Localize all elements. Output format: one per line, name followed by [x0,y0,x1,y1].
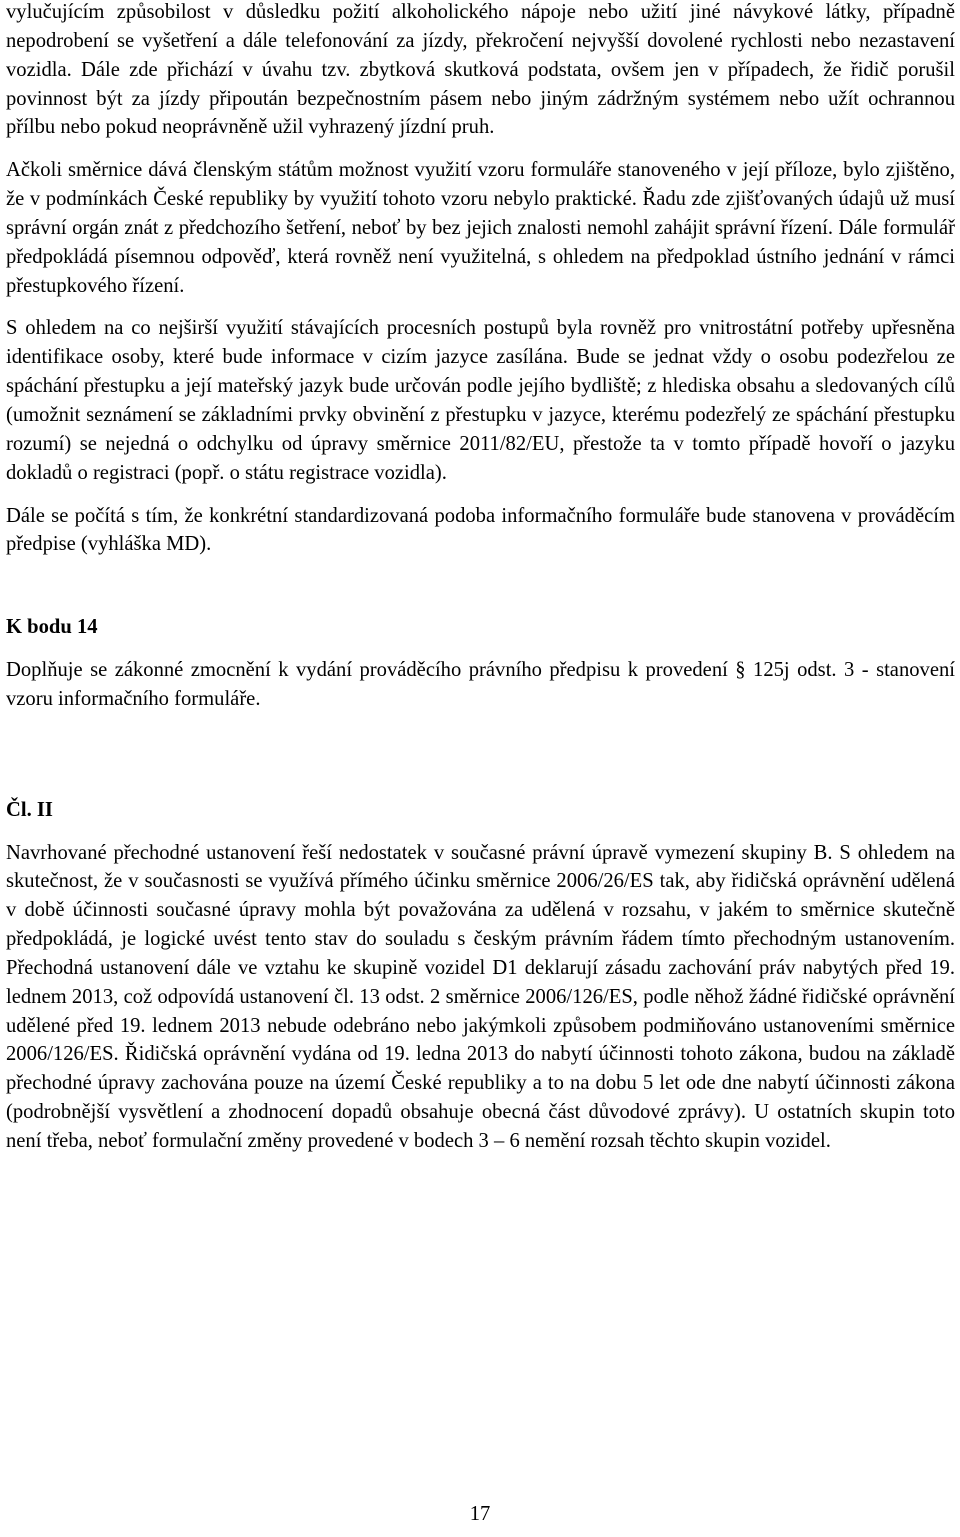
document-page [6,0,955,1156]
heading-point-14: K bodu 14 [6,616,98,639]
paragraph-intro-continuation: vylučujícím způsobilost v důsledku požití alkoholického nápoje nebo užití jiné návykové látky, případně nepodrobení se vyšetření a dále telefonování za jízdy, překročení nejvyšší dovolené rychlosti nebo nezastavení vozidla. Dále zde přichází v úvahu tzv. zbytková skutková podstata, ovšem jen v případech, že řidič porušil povinnost být za jízdy připoután bezpečnostním pásem nebo jiným zádržným systémem nebo užít ochrannou přílbu nebo pokud neoprávněně užil vyhrazený jízdní pruh. [6,1,955,139]
heading-article-2: Čl. II [6,798,53,821]
page-number: 17 [469,1503,491,1525]
paragraph-point-14: Doplňuje se zákonné zmocnění k vydání prováděcího právního předpisu k provedení § 125j odst. 3 - stanovení vzoru informačního formuláře. [6,659,955,710]
paragraph-article-2: Navrhované přechodné ustanovení řeší nedostatek v současné právní úpravě vymezení skupiny B. S ohledem na skutečnost, že v současnosti se využívá přímého účinku směrnice 2006/26/ES tak, aby řidičská oprávnění udělená v době účinnosti současné úpravy mohla být považována za udělená v rozsahu, v jakém to směrnice skutečně předpokládá, je logické uvést tento stav do souladu s českým právním řádem tímto přechodným ustanovením. Přechodná ustanovení dále ve vztahu ke skupině vozidel D1 deklarují zásadu zachování práv nabytých před 19. lednem 2013, což odpovídá ustanovení čl. 13 odst. 2 směrnice 2006/126/ES, podle něhož žádné řidičské oprávnění udělené před 19. lednem 2013 nebude odebráno nebo jakýmkoli způsobem podmiňováno ustanoveními směrnice 2006/126/ES. Řidičská oprávnění vydána od 19. ledna 2013 do nabytí účinnosti tohoto zákona, budou na základě přechodné úpravy zachována pouze na území České republiky a to na dobu 5 let ode dne nabytí účinnosti zákona (podrobnější vysvětlení a zhodnocení dopadů obsahuje obecná část důvodové zprávy). U ostatních skupin toto není třeba, neboť formulační změny provedené v bodech 3 – 6 nemění rozsah těchto skupin vozidel. [6,841,955,1152]
paragraph-directive-form: Ačkoli směrnice dává členským státům možnost využití vzoru formuláře stanoveného v její příloze, bylo zjištěno, že v podmínkách České republiky by využití tohoto vzoru nebylo praktické. Řadu zde zjišťovaných údajů už musí správní orgán znát z předchozího šetření, neboť by bez jejich znalosti nemohl zahájit správní řízení. Dále formulář předpokládá písemnou odpověď, která rovněž není využitelná, s ohledem na předpoklad ústního jednání v rámci přestupkového řízení. [6,159,955,297]
paragraph-person-identification: S ohledem na co nejširší využití stávajících procesních postupů byla rovněž pro vnitrostátní potřeby upřesněna identifikace osoby, které bude informace v cizím jazyce zasílána. Bude se jednat vždy o osobu podezřelou ze spáchání přestupku a její mateřský jazyk bude určován podle jejího bydliště; z hlediska obsahu a sledovaných cílů (umožnit seznámení se základními prvky obvinění z přestupku v jazyce, kterému podezřelý ze spáchání přestupku rozumí) se nejedná o odchylku od úpravy směrnice 2011/82/EU, přestože ta v tomto případě hovoří o jazyku dokladů o registraci (popř. o státu registrace vozidla). [6,317,955,484]
paragraph-standard-form: Dále se počítá s tím, že konkrétní standardizovaná podoba informačního formuláře bude stanovena v prováděcím předpise (vyhláška MD). [6,504,955,556]
